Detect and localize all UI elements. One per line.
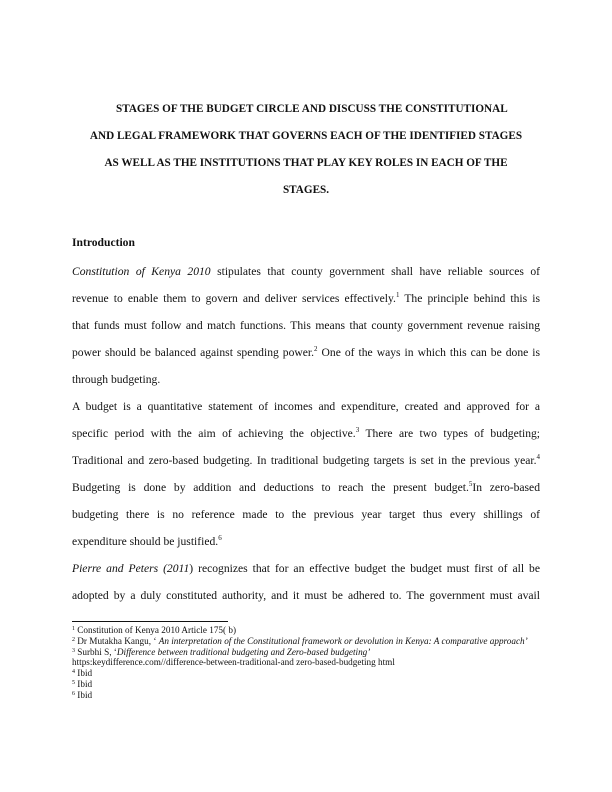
title-line-4: STAGES. [282,184,330,196]
paragraph-1 [72,258,540,393]
paragraph-2 [72,393,540,555]
document-body [72,231,540,609]
text-line: A budget is a quantitative statement of incomes and expenditure, created and approved for a [72,400,540,413]
citation-italic: Pierre and Peters (2011 [72,562,190,575]
footnote-ref[interactable]: 1 [395,291,400,299]
paragraph-3 [72,555,540,609]
text-line: Traditional and zero-based budgeting. In traditional budgeting targets is set in the previous year.$^4$ [72,453,540,467]
footnote-ref[interactable]: 6 [218,534,222,542]
footnote-1: $^1$ Constitution of Kenya 2010 Article 175( b) [72,625,237,635]
footnote-ref[interactable]: 3 [355,426,360,434]
text-line: Budgeting is done by addition and deductions to reach the present budget.$^5$In zero-based [72,480,540,494]
footnote-5: $^5$ Ibid [72,678,93,689]
footnote-separator [72,621,228,622]
document-title [72,96,540,204]
footnote-ref[interactable]: 2 [314,345,318,353]
text-line: revenue to enable them to govern and deliver services effectively.$^1$ The principle behind this is [72,291,540,305]
footnotes [72,625,532,701]
section-heading-introduction: Introduction [72,236,135,249]
text-line: expenditure should be justified.$^6$ [72,534,222,548]
footnote-3: $^3$ Surbhi S, ‘Difference between traditional budgeting and Zero-based budgeting’ [72,646,371,657]
footnote-4: $^4$ Ibid [72,668,93,679]
footnote-ref[interactable]: 4 [536,453,540,461]
title-line-1: STAGES OF THE BUDGET CIRCLE AND DISCUSS THE CONSTITUTIONAL [116,103,508,115]
text-line: specific period with the aim of achieving the objective.$^3$ There are two types of budgeting; [72,426,541,440]
text-line: adopted by a duly constituted authority, and it must be adhered to. The government must avail [72,589,540,602]
title-line-3: AS WELL AS THE INSTITUTIONS THAT PLAY KEY ROLES IN EACH OF THE [104,157,508,169]
footnote-ref[interactable]: 5 [468,480,473,488]
footnote-3-url[interactable]: https:keydifference.com//difference-between-traditional-and zero-based-budgeting html [72,657,395,668]
text-line: power should be balanced against spending power.$^2$ One of the ways in which this can be done is [72,345,541,359]
citation-italic: Constitution of Kenya 2010 [72,265,211,278]
text-line: Constitution of Kenya 2010 stipulates that county government shall have reliable sources of [72,265,540,278]
text-line: through budgeting. [72,373,161,386]
footnote-2: $^2$ Dr Mutakha Kangu, ‘ An interpretation of the Constitutional framework or devolution in Kenya: A comparative approach’ [72,635,528,646]
text-line: Pierre and Peters (2011) recognizes that for an effective budget the budget must first of all be [72,562,540,575]
text-line: budgeting there is no reference made to the previous year target thus every shillings of [72,508,540,521]
footnote-6: $^6$ Ibid [72,689,93,700]
text-line: that funds must follow and match functions. This means that county government revenue raising [72,319,540,332]
title-line-2: AND LEGAL FRAMEWORK THAT GOVERNS EACH OF THE IDENTIFIED STAGES [89,130,523,142]
